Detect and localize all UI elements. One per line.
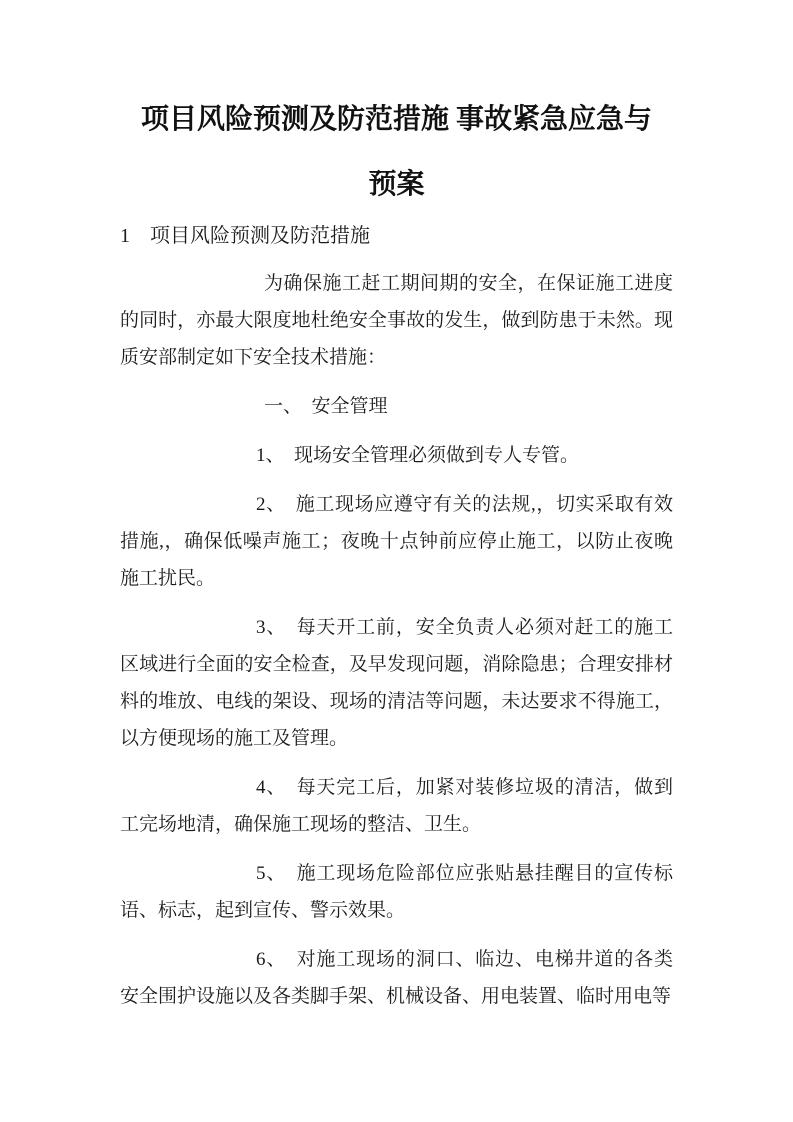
section-heading: 1 项目风险预测及防范措施 [120, 225, 370, 247]
body-paragraph-intro: 为确保施工赶工期间期的安全，在保证施工进度的同时，亦最大限度地杜绝安全事故的发生，做到防患于未然。现质安部制定如下安全技术措施： [120, 273, 673, 368]
document-title-line-1: 项目风险预测及防范措施 事故紧急应急与 [140, 104, 652, 135]
document-title-line-2: 预案 [368, 169, 425, 200]
list-item-6: 6、 对施工现场的洞口、临边、电梯井道的各类安全围护设施以及各类脚手架、机械设备、用电装置、临时用电等 [120, 949, 673, 1007]
list-item-1: 1、 现场安全管理必须做到专人专管。 [256, 445, 580, 466]
list-item-2: 2、 施工现场应遵守有关的法规,，切实采取有效措施,，确保低噪声施工；夜晚十点钟前应停止施工，以防止夜晚施工扰民。 [120, 494, 673, 589]
list-item-3: 3、 每天开工前，安全负责人必须对赶工的施工区域进行全面的安全检查，及早发现问题，消除隐患；合理安排材料的堆放、电线的架设、现场的清洁等问题，未达要求不得施工，以方便现场的施工及管理。 [120, 617, 673, 749]
subsection-heading-safety-management: 一、 安全管理 [264, 396, 388, 417]
document-title [120, 87, 673, 217]
list-item-5: 5、 施工现场危险部位应张贴悬挂醒目的宣传标语、标志，起到宣传、警示效果。 [120, 863, 673, 921]
list-item-4: 4、 每天完工后，加紧对装修垃圾的清洁，做到工完场地清，确保施工现场的整洁、卫生。 [120, 777, 673, 835]
